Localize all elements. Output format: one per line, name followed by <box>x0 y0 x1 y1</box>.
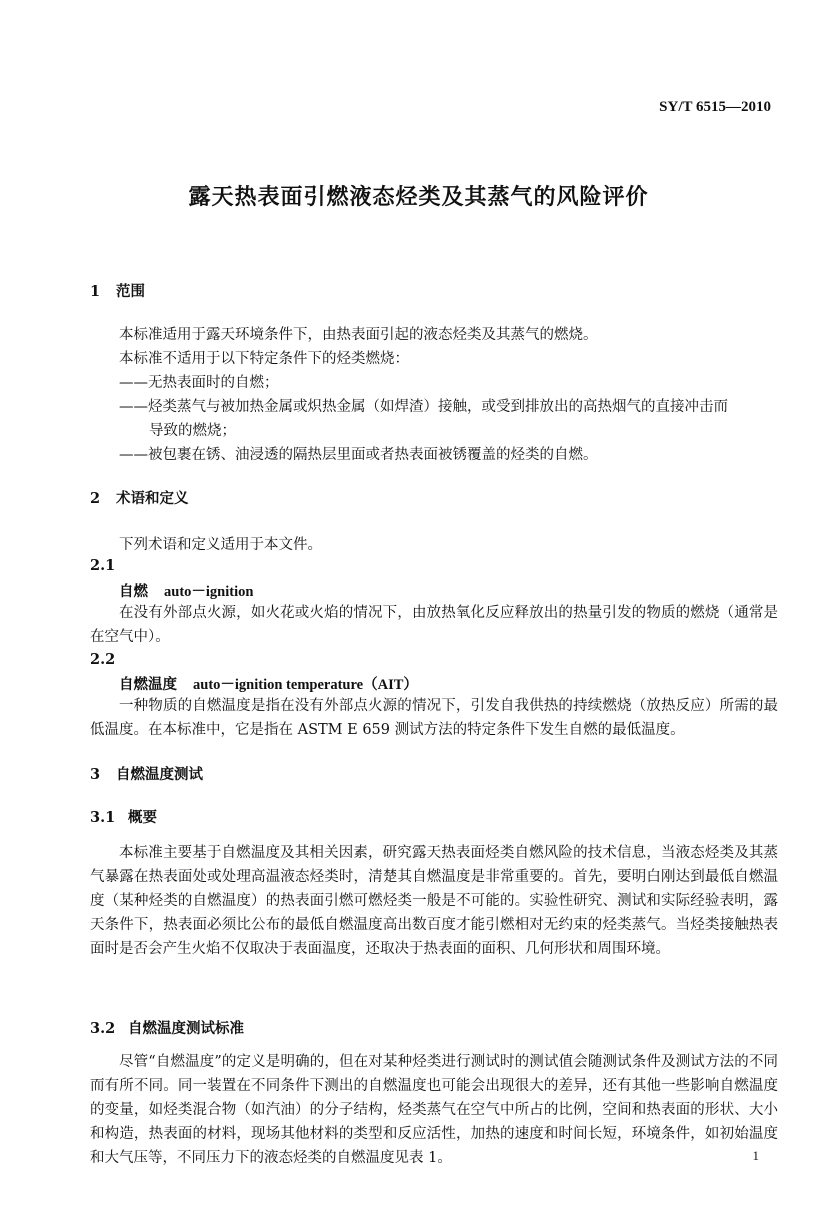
term-2-2-definition: 一种物质的自燃温度是指在没有外部点火源的情况下，引发自我供热的持续燃烧（放热反应）所需的最低温度。在本标准中，它是指在 ASTM E 659 测试方法的特定条件下发生自燃的最低温度。 <box>90 698 778 738</box>
subsection-3-1-heading <box>90 806 157 827</box>
section-title: 范围 <box>116 283 145 300</box>
term-2-2 <box>119 673 418 694</box>
subsection-number: 3.2 <box>90 1020 116 1037</box>
term-2-1 <box>119 580 253 601</box>
terms-intro: 下列术语和定义适用于本文件。 <box>119 537 322 553</box>
exclusion-item-2-continued: 导致的燃烧； <box>149 423 236 439</box>
subsection-3-2-heading <box>90 1017 244 1038</box>
section-2-heading <box>90 487 189 508</box>
term-en: auto－ignition temperature（AIT） <box>193 677 418 693</box>
page-number: 1 <box>752 1148 759 1163</box>
overview-paragraph: 本标准主要基于自燃温度及其相关因素，研究露天热表面烃类自燃风险的技术信息，当液态烃类及其蒸气暴露在热表面处或处理高温液态烃类时，清楚其自燃温度是非常重要的。首先，要明白刚达到最低自燃温度（某种烃类的自燃温度）的热表面引燃可燃烃类一般是不可能的。实验性研究、测试和实际经验表明，露天条件下，热表面必须比公布的最低自燃温度高出数百度才能引燃相对无约束的烃类蒸气。当烃类接触热表面时是否会产生火焰不仅取决于表面温度，还取决于热表面的面积、几何形状和周围环境。 <box>90 845 778 957</box>
section-number: 2 <box>90 490 101 507</box>
scope-paragraph-2: 本标准不适用于以下特定条件下的烃类燃烧： <box>119 351 409 367</box>
exclusion-item-2: ——烃类蒸气与被加热金属或炽热金属（如焊渣）接触，或受到排放出的高热烟气的直接冲击而 <box>119 399 728 415</box>
term-2-1-definition: 在没有外部点火源，如火花或火焰的情况下，由放热氧化反应释放出的热量引发的物质的燃烧（通常是在空气中）。 <box>90 605 778 645</box>
section-number: 3 <box>90 766 101 783</box>
term-2-2-number: 2.2 <box>90 651 116 668</box>
subsection-title: 自燃温度测试标准 <box>128 1020 244 1037</box>
ait-standard-paragraph: 尽管“自燃温度”的定义是明确的，但在对某种烃类进行测试时的测试值会随测试条件及测试方法的不同而有所不同。同一装置在不同条件下测出的自燃温度也可能会出现很大的差异，还有其他一些影响自燃温度的变量，如烃类混合物（如汽油）的分子结构，烃类蒸气在空气中所占的比例，空间和热表面的形状、大小和构造，热表面的材料，现场其他材料的类型和反应活性，加热的速度和时间长短，环境条件，如初始温度和大气压等，不同压力下的液态烃类的自燃温度见表 1。 <box>90 1054 778 1166</box>
section-title: 自燃温度测试 <box>116 766 203 783</box>
document-title: 露天热表面引燃液态烃类及其蒸气的风险评价 <box>188 184 649 210</box>
term-2-1-number: 2.1 <box>90 557 116 574</box>
section-title: 术语和定义 <box>116 490 189 507</box>
exclusion-item-3: ——被包裹在锈、油浸透的隔热层里面或者热表面被锈覆盖的烃类的自燃。 <box>119 447 598 463</box>
section-number: 1 <box>90 283 101 300</box>
exclusion-item-1: ——无热表面时的自燃； <box>119 375 279 391</box>
standard-number: SY/T 6515—2010 <box>659 99 771 115</box>
section-3-heading <box>90 763 203 784</box>
term-en: auto－ignition <box>164 584 254 600</box>
term-zh: 自燃温度 <box>119 676 177 693</box>
section-1-heading <box>90 280 145 301</box>
subsection-number: 3.1 <box>90 809 116 826</box>
subsection-title: 概要 <box>128 809 157 826</box>
scope-paragraph-1: 本标准适用于露天环境条件下，由热表面引起的液态烃类及其蒸气的燃烧。 <box>119 327 598 343</box>
term-zh: 自燃 <box>119 583 148 600</box>
